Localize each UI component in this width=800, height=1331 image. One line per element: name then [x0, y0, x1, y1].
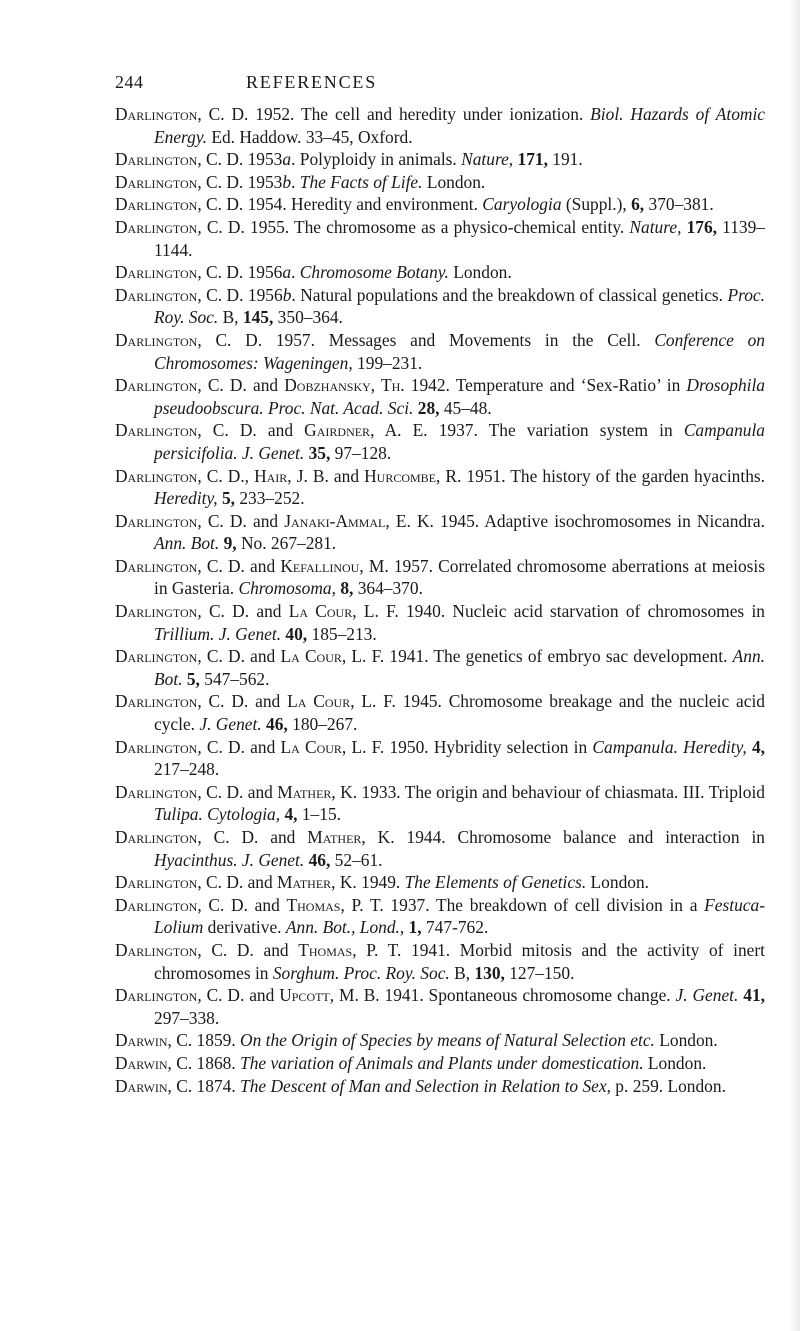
reference-author: Darlington, C. D. — [115, 171, 244, 192]
reference-entry — [115, 939, 765, 984]
reference-author: Darlington, C. D. — [115, 872, 244, 893]
reference-entry — [115, 465, 765, 510]
reference-volume: 9, — [223, 533, 237, 554]
reference-text: 1868. — [192, 1052, 241, 1073]
reference-entry — [115, 645, 765, 690]
reference-volume: 4, — [284, 804, 298, 825]
reference-text: 97–128. — [330, 442, 392, 463]
reference-text: B, — [218, 307, 243, 328]
reference-author: Darlington, C. D. — [115, 262, 244, 283]
reference-italic-text: Nature, — [629, 216, 682, 237]
reference-text: 52–61. — [330, 849, 383, 870]
reference-author: La Cour, L. F. — [280, 646, 385, 667]
reference-text: 1937. The breakdown of cell division in a — [383, 894, 705, 915]
reference-author: Darlington, C. D. — [115, 510, 247, 531]
reference-text: 1–15. — [297, 804, 341, 825]
reference-text: and — [244, 985, 280, 1006]
reference-italic-text: J. Genet. — [199, 714, 262, 735]
reference-text: and — [256, 420, 305, 441]
reference-italic-text: Trillium. J. Genet. — [154, 623, 282, 644]
reference-author: Thomas, P. T. — [298, 939, 402, 960]
reference-text: 1874. — [192, 1075, 241, 1096]
reference-text: 350–364. — [273, 307, 343, 328]
reference-entry — [115, 329, 765, 374]
reference-entry — [115, 690, 765, 735]
reference-text: 1937. The variation system in — [427, 420, 684, 441]
reference-author: Darlington, C. D. — [115, 646, 245, 667]
reference-text: 370–381. — [644, 194, 714, 215]
reference-text: 1949. — [356, 872, 405, 893]
reference-italic-text: Hyacinthus. J. Genet. — [154, 849, 305, 870]
reference-author: Hurcombe, R. — [364, 465, 462, 486]
reference-volume: 145, — [242, 307, 274, 328]
reference-entry — [115, 510, 765, 555]
reference-text: 1953 — [243, 149, 283, 170]
reference-italic-text: The Descent of Man and Selection in Relation to Sex, — [240, 1075, 611, 1096]
reference-author: Mather, K. — [277, 872, 357, 893]
reference-author: Mather, K. — [277, 781, 358, 802]
reference-text: 217–248. — [154, 759, 220, 780]
reference-entry — [115, 284, 765, 329]
reference-text: 1933. The origin and behaviour of chiasmata. III. Triploid — [357, 781, 765, 802]
reference-text: 1951. The history of the garden hyacinths. — [461, 465, 766, 486]
reference-author: Darwin, C. — [115, 1075, 193, 1096]
reference-italic-text: Sorghum. Proc. Roy. Soc. — [272, 962, 450, 983]
reference-text: 233–252. — [235, 488, 305, 509]
reference-author: Darlington, C. D. — [115, 216, 245, 237]
reference-text: 1945. Adaptive isochromosomes in Nicandra. — [433, 510, 766, 531]
reference-author: Darlington, C. D. — [115, 985, 245, 1006]
reference-volume: 4, — [751, 736, 765, 757]
reference-volume: 46, — [308, 849, 331, 870]
reference-italic-text: b — [282, 171, 292, 192]
reference-italic-text: Conference on Chromosomes: Wageningen, — [154, 329, 765, 373]
reference-text: 1945. Chromosome breakage and the nucleic acid cycle. — [154, 691, 766, 735]
reference-italic-text: Ann. Bot. — [154, 646, 765, 689]
reference-text: 199–231. — [352, 352, 423, 373]
reference-entry — [115, 894, 765, 939]
reference-author: Darlington, C. D. — [115, 555, 245, 576]
reference-author: Darlington, C. D. — [115, 104, 249, 124]
reference-author: Janaki-Ammal, E. K. — [284, 510, 434, 531]
reference-text: 180–267. — [287, 714, 358, 735]
reference-list — [115, 103, 765, 1097]
reference-italic-text: Festuca-Lolium — [154, 894, 765, 938]
reference-author: Darlington, C. D. — [115, 939, 254, 960]
reference-text: 1957. Correlated chromosome aberrations at meiosis in Gasteria. — [154, 555, 766, 599]
reference-author: Darlington, C. D. — [115, 329, 263, 350]
reference-italic-text: Chromosome Botany. — [299, 262, 449, 283]
reference-text: 185–213. — [307, 623, 377, 644]
reference-entry — [115, 261, 765, 284]
reference-text: and — [244, 736, 281, 757]
reference-author: Darlington, C. D. — [115, 827, 259, 847]
reference-italic-text: Caryologia — [482, 194, 562, 215]
reference-text: 45–48. — [439, 397, 492, 418]
reference-entry — [115, 1075, 765, 1098]
reference-author: La Cour, L. F. — [287, 691, 396, 712]
reference-volume: 28, — [417, 397, 440, 418]
page-number: 244 — [115, 72, 144, 92]
running-header — [115, 72, 735, 93]
reference-author: Thomas, P. T. — [286, 894, 384, 915]
reference-text: and — [328, 465, 365, 486]
reference-text: 1942. Temperature and ‘Sex-Ratio’ in — [404, 375, 687, 396]
reference-italic-text: a — [282, 262, 292, 283]
reference-italic-text: Campanula persicifolia. J. Genet. — [154, 420, 765, 463]
reference-text: 1941. Morbid mitosis and the activity of inert chromosomes in — [154, 939, 765, 983]
reference-text: and — [244, 646, 281, 667]
reference-text: 1955. The chromosome as a physico-chemical entity. — [244, 216, 630, 237]
reference-author: Kefallinou, M. — [280, 555, 389, 576]
reference-text: and — [243, 781, 278, 802]
reference-author: Darlington, C. D. — [115, 736, 245, 757]
reference-entry — [115, 871, 765, 894]
reference-text: 1944. Chromosome balance and interaction in — [394, 827, 765, 847]
reference-text: and — [246, 375, 285, 396]
reference-volume: 130, — [474, 962, 505, 983]
reference-author: Darlington, C. D. — [115, 194, 244, 215]
reference-volume: 35, — [308, 442, 331, 463]
reference-author: Darlington, C. D. — [115, 284, 244, 305]
reference-author: Darlington, C. D. — [115, 781, 244, 802]
reference-entry — [115, 555, 765, 600]
reference-italic-text: Nature, — [461, 149, 514, 170]
reference-text: 1956 — [243, 262, 283, 283]
reference-text: London. — [643, 1052, 707, 1073]
reference-text: . Polyploidy in animals. — [291, 149, 462, 170]
reference-author: Darlington, C. D. — [115, 691, 249, 712]
reference-author: Darlington, C. D. — [115, 601, 250, 622]
reference-volume: 6, — [631, 194, 645, 215]
reference-italic-text: Campanula. Heredity, — [592, 736, 747, 757]
reference-text: . Natural populations and the breakdown of classical genetics. — [291, 284, 728, 305]
reference-author: Dobzhansky, Th. — [284, 375, 405, 396]
reference-volume: 5, — [186, 668, 200, 689]
reference-text: . — [291, 171, 300, 192]
reference-text: and — [247, 894, 287, 915]
reference-entry — [115, 1052, 765, 1075]
reference-text: and — [248, 691, 288, 712]
page-edge-shadow — [788, 0, 800, 1331]
reference-italic-text: J. Genet. — [675, 985, 739, 1006]
reference-author: Darlington, C. D. — [115, 894, 248, 915]
reference-volume: 176, — [686, 216, 718, 237]
reference-text: 191. — [547, 149, 583, 170]
reference-italic-text: Drosophila pseudoobscura. Proc. Nat. Acad. Sci. — [154, 375, 765, 418]
reference-text: 1941. The genetics of embryo sac development. — [384, 646, 733, 667]
reference-text: London. — [586, 872, 649, 893]
reference-volume: 171, — [517, 149, 548, 170]
reference-text: 1956 — [243, 284, 283, 305]
reference-text: 747-762. — [421, 917, 489, 938]
reference-volume: 46, — [266, 714, 288, 735]
reference-italic-text: Chromosoma, — [238, 578, 336, 599]
reference-entry — [115, 148, 765, 171]
reference-entry — [115, 374, 765, 419]
reference-italic-text: Tulipa. Cytologia, — [154, 804, 281, 825]
reference-italic-text: b — [282, 284, 292, 305]
reference-entry — [115, 1029, 765, 1052]
reference-italic-text: Heredity, — [154, 488, 218, 509]
reference-author: La Cour, L. F. — [280, 736, 385, 757]
reference-italic-text: a — [282, 149, 292, 170]
reference-italic-text: Proc. Roy. Soc. — [154, 284, 765, 328]
reference-entry — [115, 600, 765, 645]
reference-text: 1941. Spontaneous chromosome change. — [379, 985, 676, 1006]
reference-entry — [115, 193, 765, 216]
reference-entry — [115, 781, 765, 826]
reference-italic-text: Ann. Bot. — [154, 533, 220, 554]
reference-author: Darlington, C. D., Hair, J. B. — [115, 465, 329, 486]
reference-text: London. — [654, 1030, 718, 1051]
reference-author: Upcott, M. B. — [279, 985, 380, 1006]
reference-author: Darlington, C. D. — [115, 149, 244, 170]
reference-volume: 5, — [221, 488, 235, 509]
reference-italic-text: The Elements of Genetics. — [404, 872, 587, 893]
reference-entry — [115, 216, 765, 261]
reference-text: 1940. Nucleic acid starvation of chromosomes in — [398, 601, 765, 622]
reference-volume: 1, — [408, 917, 422, 938]
reference-text: (Suppl.), — [561, 194, 632, 215]
reference-text: B, — [449, 962, 475, 983]
reference-entry — [115, 171, 765, 194]
reference-text: and — [244, 555, 281, 576]
reference-text: p. 259. London. — [610, 1075, 726, 1096]
reference-author: Darlington, C. D. — [115, 420, 257, 441]
reference-text: and — [249, 601, 289, 622]
reference-text: derivative. — [203, 917, 286, 938]
reference-text: and — [243, 872, 278, 893]
reference-author: Darwin, C. — [115, 1052, 193, 1073]
reference-text: 547–562. — [199, 668, 270, 689]
reference-text: London. — [422, 171, 486, 192]
reference-italic-text: The Facts of Life. — [299, 171, 423, 192]
reference-volume: 40, — [285, 623, 308, 644]
reference-volume: 41, — [743, 985, 765, 1006]
reference-text: 1139–1144. — [154, 216, 765, 260]
reference-author: Gairdner, A. E. — [304, 420, 428, 441]
running-title: REFERENCES — [246, 72, 378, 92]
reference-italic-text: Biol. Hazards of Atomic Energy. — [154, 104, 766, 147]
reference-text: and — [253, 939, 299, 960]
reference-text: and — [246, 510, 285, 531]
reference-text: 1859. — [192, 1030, 241, 1051]
reference-italic-text: Ann. Bot., Lond., — [285, 917, 405, 938]
reference-author: Mather, K. — [307, 827, 395, 847]
reference-text: Ed. Haddow. 33–45, Oxford. — [206, 126, 413, 147]
reference-author: Darwin, C. — [115, 1030, 193, 1051]
reference-italic-text: On the Origin of Species by means of Natural Selection etc. — [240, 1030, 655, 1051]
reference-text: and — [258, 827, 308, 847]
reference-entry — [115, 419, 765, 464]
reference-text: London. — [448, 262, 512, 283]
reference-text: 1953 — [243, 171, 283, 192]
reference-author: Darlington, C. D. — [115, 375, 247, 396]
reference-text: 1957. Messages and Movements in the Cell. — [262, 329, 655, 350]
reference-text: . — [291, 262, 300, 283]
reference-text: No. 267–281. — [236, 533, 337, 554]
reference-entry — [115, 984, 765, 1029]
reference-text: 1952. The cell and heredity under ionization. — [248, 104, 591, 124]
reference-entry — [115, 826, 765, 871]
reference-entry — [115, 736, 765, 781]
reference-author: La Cour, L. F. — [288, 601, 399, 622]
reference-text: 297–338. — [154, 1007, 220, 1028]
reference-text: 1954. Heredity and environment. — [243, 194, 483, 215]
reference-volume: 8, — [340, 578, 354, 599]
reference-italic-text: The variation of Animals and Plants under domestication. — [240, 1052, 644, 1073]
reference-text: 1950. Hybridity selection in — [384, 736, 593, 757]
reference-text: 127–150. — [504, 962, 575, 983]
reference-entry — [115, 103, 765, 148]
reference-text: 364–370. — [353, 578, 423, 599]
